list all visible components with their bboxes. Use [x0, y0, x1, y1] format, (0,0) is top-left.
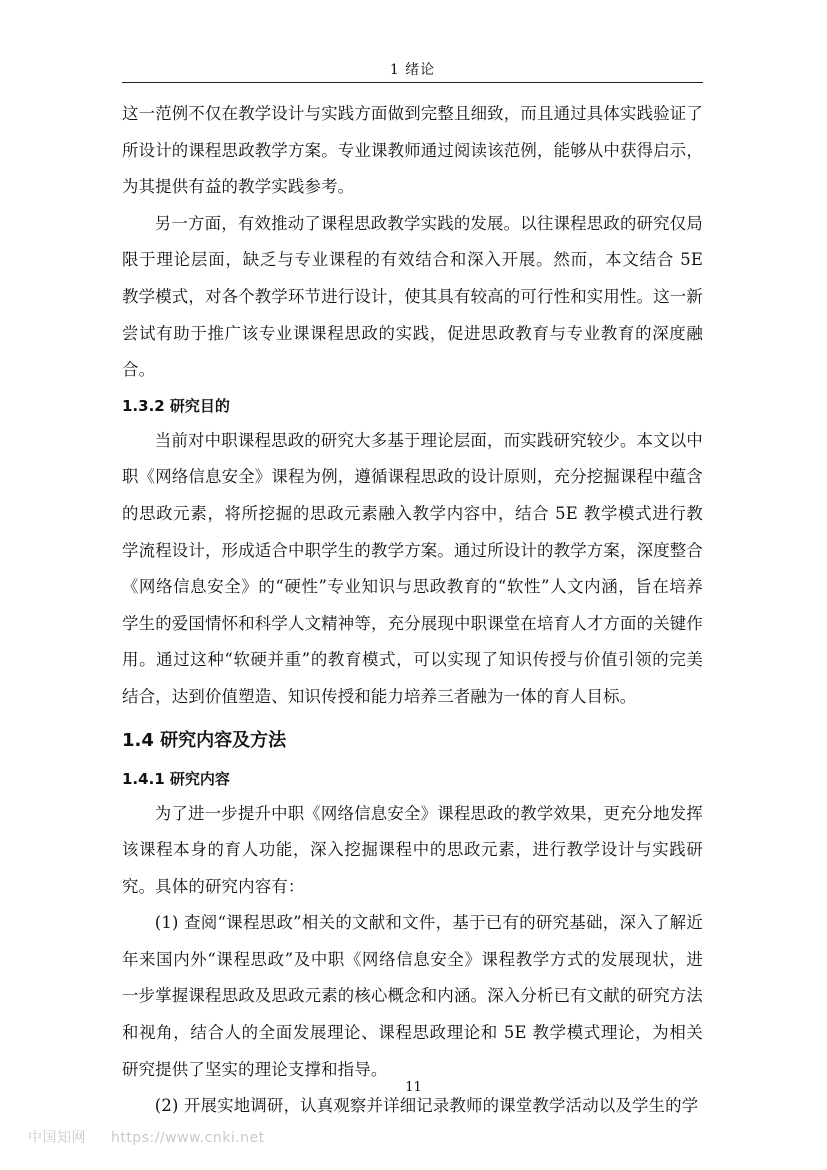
watermark-site-name: 中国知网	[28, 1130, 86, 1146]
paragraph-research-content-intro: 为了进一步提升中职《网络信息安全》课程思政的教学效果，更充分地发挥该课程本身的育人功能，深入挖掘课程中的思政元素，进行教学设计与实践研究。具体的研究内容有：	[122, 803, 703, 896]
paragraph-research-purpose: 当前对中职课程思政的研究大多基于理论层面，而实践研究较少。本文以中职《网络信息安全》课程为例，遵循课程思政的设计原则，充分挖掘课程中蕴含的思政元素，将所挖掘的思政元素融入教学内容中，结合 5E 教学模式进行教学流程设计，形成适合中职学生的教学方案。通过所设计的教学方案，深度整合《网络信息安全》的“硬性”专业知识与思政教育的“软性”人文内涵，旨在培养学生的爱国情怀和科学人文精神等，充分展现中职课堂在培育人才方面的关键作用。通过这种“软硬并重”的教育模式，可以实现了知识传授与价值引领的完美结合，达到价值塑造、知识传授和能力培养三者融为一体的育人目标。	[122, 430, 703, 706]
heading-1-4-1: 1.4.1 研究内容	[122, 769, 230, 788]
paragraph-continuation: 这一范例不仅在教学设计与实践方面做到完整且细致，而且通过具体实践验证了所设计的课程思政教学方案。专业课教师通过阅读该范例，能够从中获得启示，为其提供有益的教学实践参考。	[122, 104, 703, 197]
heading-1-4: 1.4 研究内容及方法	[122, 729, 287, 751]
paragraph-practice-significance: 另一方面，有效推动了课程思政教学实践的发展。以往课程思政的研究仅局限于理论层面，缺乏与专业课程的有效结合和深入开展。然而，本文结合 5E 教学模式，对各个教学环节进行设计，使其具有较高的可行性和实用性。这一新尝试有助于推广该专业课课程思政的实践，促进思政教育与专业教育的深度融合。	[122, 213, 703, 380]
page-number: 11	[405, 1080, 422, 1095]
heading-1-3-2: 1.3.2 研究目的	[122, 396, 230, 415]
header-rule	[122, 82, 703, 83]
running-header: 1 绪论	[389, 62, 436, 78]
paragraph-research-item-2: (2) 开展实地调研，认真观察并详细记录教师的课堂教学活动以及学生的学	[154, 1096, 699, 1116]
watermark	[28, 1127, 265, 1147]
page-body	[122, 96, 703, 1125]
paragraph-research-item-1: (1) 查阅“课程思政”相关的文献和文件，基于已有的研究基础，深入了解近年来国内外“课程思政”及中职《网络信息安全》课程教学方式的发展现状，进一步掌握课程思政及思政元素的核心概念和内涵。深入分析已有文献的研究方法和视角，结合人的全面发展理论、课程思政理论和 5E 教学模式理论，为相关研究提供了坚实的理论支撑和指导。	[122, 913, 703, 1079]
watermark-url: https://www.cnki.net	[110, 1130, 265, 1146]
